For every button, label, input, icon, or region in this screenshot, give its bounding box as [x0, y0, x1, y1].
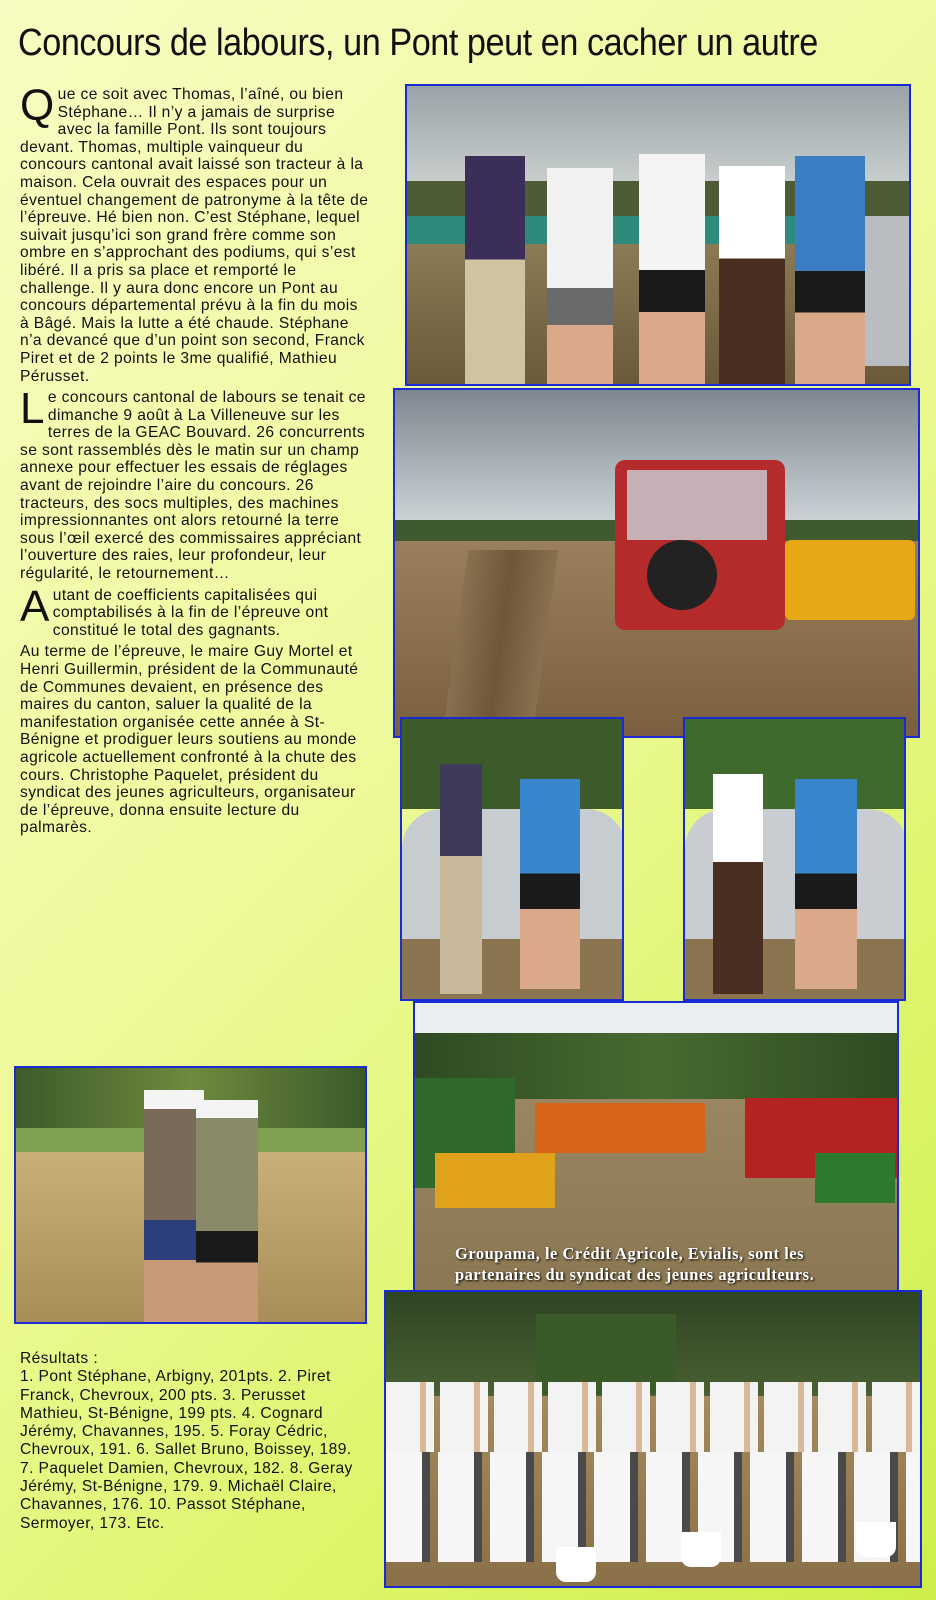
paragraph-3: Autant de coefficients capitalisées qui comptabilisés à la fin de l’épreuve ont constitué le total des gagnants. — [20, 581, 329, 639]
results-heading: Résultats : — [20, 1350, 99, 1367]
photo-caption: Groupama, le Crédit Agricole, Evialis, sont les partenaires du syndicat des jeunes agriculteurs. — [455, 1244, 815, 1284]
paragraph-4: Au terme de l’épreuve, le maire Guy Mortel et Henri Guillermin, président de la Communauté de Communes devaient, en présence des maires du canton, saluer la qualité de la manifestation organisée cette année à St-Bénigne et prodiguer leurs soutiens au monde agricole actuellement confronté à la chute des cours. Christophe Paquelet, président du syndicat des jeunes agriculteurs, organisateur de l’épreuve, donna ensuite lecture du palmarès. — [20, 643, 359, 837]
photo-speech-right — [683, 717, 906, 1001]
photo-field-inspection — [14, 1066, 367, 1324]
photo-machinery-lineup — [413, 1001, 899, 1301]
photo-group — [384, 1290, 922, 1588]
results-text: 1. Pont Stéphane, Arbigny, 201pts. 2. Piret Franck, Chevroux, 200 pts. 3. Perusset Mathieu, St-Bénigne, 199 pts. 4. Cognard Jérémy, Chavannes, 195. 5. Foray Cédric, Chevroux, 191. 6. Sallet Bruno, Boissey, 189. 7. Paquelet Damien, Chevroux, 182. 8. Geray Jérémy, St-Bénigne, 179. 9. Michaël Claire, Chavannes, 176. 10. Passot Stéphane, Sermoyer, 173. Etc. — [20, 1368, 353, 1532]
drop-cap: Q — [20, 81, 55, 130]
photo-tractor-plowing — [393, 388, 920, 738]
article-column — [20, 81, 370, 841]
photo-podium — [405, 84, 911, 386]
drop-cap: L — [20, 384, 45, 434]
paragraph-1: Que ce soit avec Thomas, l’aîné, ou bien Stéphane… Il n’y a jamais de surprise avec la famille Pont. Ils sont toujours devant. Thomas, multiple vainqueur du concours cantonal avait laissé son tracteur à la maison. Cela ouvrait des espaces pour un éventuel changement de patronyme à la tête de l’épreuve. Hé bien non. C’est Stéphane, lequel suivait jusqu’ici son grand frère comme son ombre en s’approchant des podiums, qui s’est libéré. Il a pris sa place et remporté le challenge. Il y aura donc encore un Pont au concours départemental prévu à la fin du mois à Bâgé. Mais la lutte a été chaude. Stéphane n’a devancé que d’un point son second, Franck Piret et de 2 points le 3me qualifié, Mathieu Pérusset. — [20, 81, 369, 385]
photo-speech-left — [400, 717, 624, 1001]
page-title: Concours de labours, un Pont peut en cacher un autre — [18, 22, 818, 64]
results-block — [20, 1350, 370, 1533]
drop-cap: A — [20, 581, 50, 631]
paragraph-2: Le concours cantonal de labours se tenait ce dimanche 9 août à La Villeneuve sur les terres de la GEAC Bouvard. 26 concurrents se sont rassemblés dès le matin sur un champ annexe pour effectuer les essais de réglages avant de rejoindre l’aire du concours. 26 tracteurs, des socs multiples, des machines impressionnantes ont alors retourné la terre sous l’œil exercé des commissaires appréciant l’ouverture des raies, leur profondeur, leur régularité, le retournement… — [20, 384, 366, 583]
